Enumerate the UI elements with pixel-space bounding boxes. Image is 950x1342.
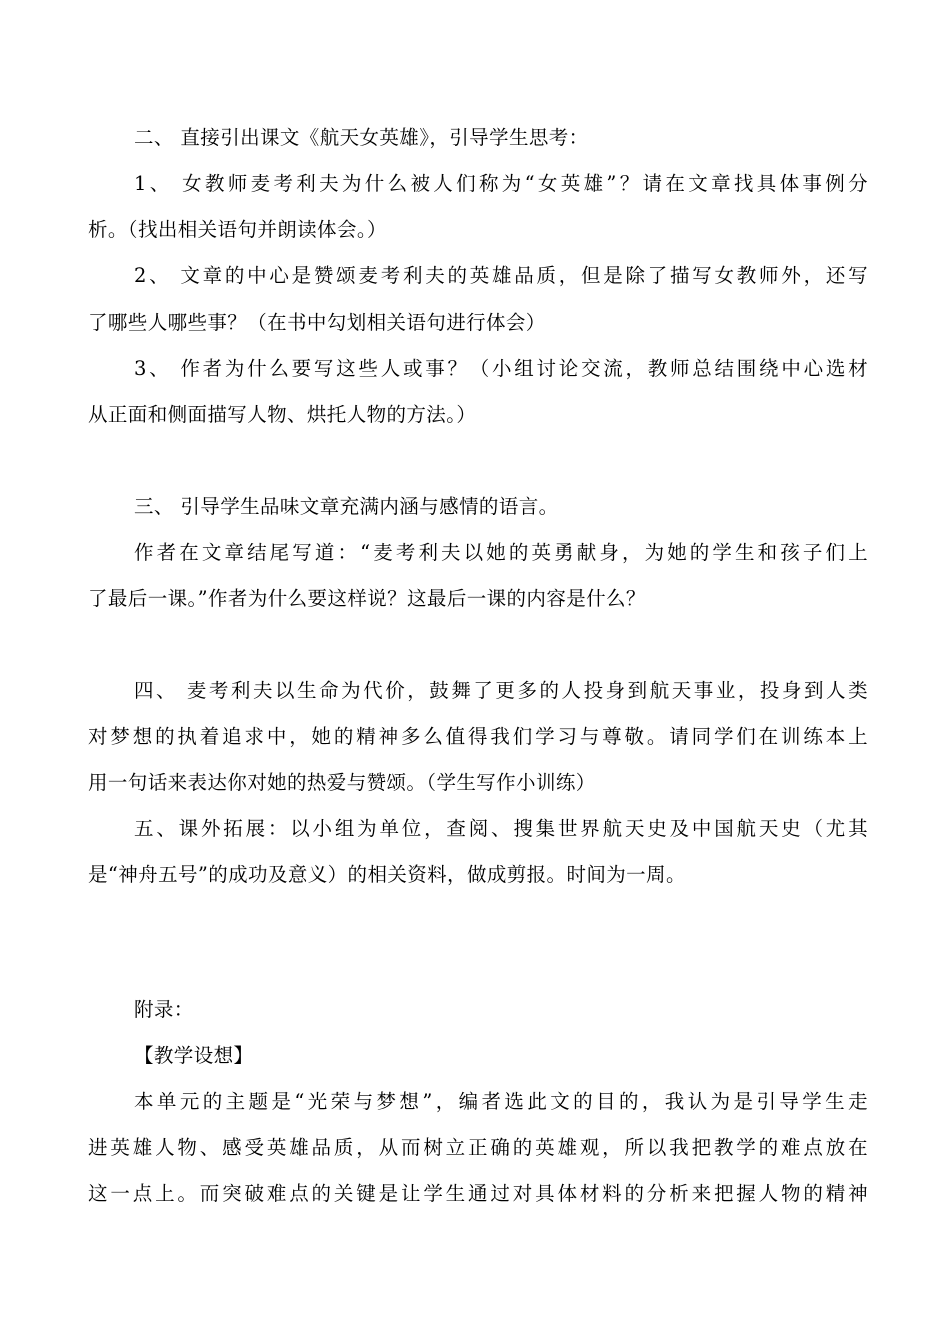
section-five-line-1: 五、课外拓展：以小组为单位，查阅、搜集世界航天史及中国航天史（尤其 <box>134 817 868 840</box>
teaching-design-para-line-2: 进英雄人物、感受英雄品质，从而树立正确的英雄观，所以我把教学的难点放在 <box>88 1136 868 1159</box>
section-two-heading: 二、 直接引出课文《航天女英雄》，引导学生思考： <box>134 126 589 149</box>
section-four-line-1: 四、 麦考利夫以生命为代价，鼓舞了更多的人投身到航天事业，投身到人类 <box>134 679 868 702</box>
teaching-design-para-line-1: 本单元的主题是“光荣与梦想”，编者选此文的目的，我认为是引导学生走 <box>134 1090 868 1113</box>
section-three-para-line-1: 作者在文章结尾写道：“麦考利夫以她的英勇献身，为她的学生和孩子们上 <box>134 541 868 564</box>
section-three-heading: 三、 引导学生品味文章充满内涵与感情的语言。 <box>134 495 559 518</box>
question-1-line-2: 析。（找出相关语句并朗读体会。） <box>88 218 387 241</box>
question-2-line-2: 了哪些人哪些事？（在书中勾划相关语句进行体会） <box>88 311 546 334</box>
teaching-design-heading: 【教学设想】 <box>134 1044 254 1067</box>
section-three-para-line-2: 了最后一课。”作者为什么要这样说？这最后一课的内容是什么？ <box>88 587 646 610</box>
question-2-line-1: 2、 文章的中心是赞颂麦考利夫的英雄品质，但是除了描写女教师外，还写 <box>134 264 868 287</box>
teaching-design-para-line-3: 这一点上。而突破难点的关键是让学生通过对具体材料的分析来把握人物的精神 <box>88 1182 868 1205</box>
section-four-line-2: 对梦想的执着追求中，她的精神多么值得我们学习与尊敬。请同学们在训练本上 <box>88 725 868 748</box>
appendix-label: 附录： <box>134 998 194 1021</box>
question-1-line-1: 1、 女教师麦考利夫为什么被人们称为“女英雄”？请在文章找具体事例分 <box>134 172 868 195</box>
question-3-line-1: 3、 作者为什么要写这些人或事？（小组讨论交流，教师总结围绕中心选材 <box>134 357 868 380</box>
question-3-line-2: 从正面和侧面描写人物、烘托人物的方法。） <box>88 403 477 426</box>
section-five-line-2: 是“神舟五号”的成功及意义）的相关资料，做成剪报。时间为一周。 <box>88 863 686 886</box>
section-four-line-3: 用一句话来表达你对她的热爱与赞颂。（学生写作小训练） <box>88 771 596 794</box>
